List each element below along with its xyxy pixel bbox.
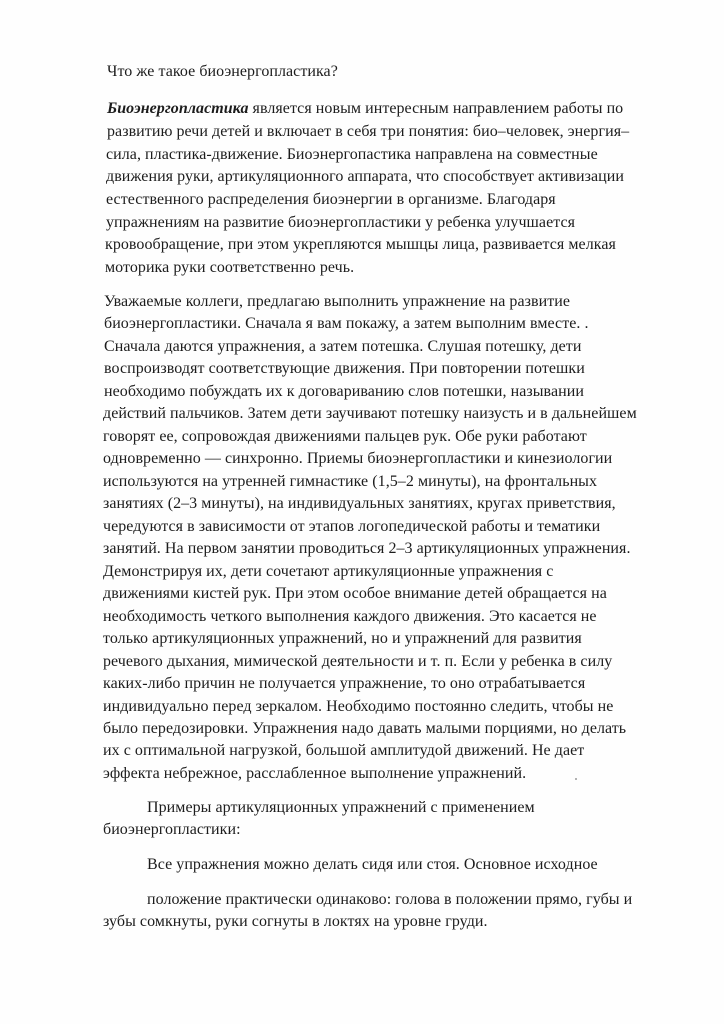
paragraph-2-line-14: движениями кистей рук. При этом особое внимание детей обращается на xyxy=(103,585,607,602)
document-title: Что же такое биоэнергопластика? xyxy=(107,63,338,80)
paragraph-2-line-6: действий пальчиков. Затем дети заучивают потешку наизусть и в дальнейшем xyxy=(103,405,637,422)
paragraph-5-line-2: зубы сомкнуты, руки согнуты в локтях на уровне груди. xyxy=(103,913,488,930)
paragraph-3-line-1: Примеры артикуляционных упражнений с применением xyxy=(147,799,535,816)
scan-speck xyxy=(575,778,577,780)
paragraph-5-line-1: положение практически одинаково: голова в положении прямо, губы и xyxy=(147,891,633,908)
paragraph-2-line-9: используются на утренней гимнастике (1,5–2 минуты), на фронтальных xyxy=(103,473,598,490)
paragraph-2-line-7: говорят ее, сопровождая движениями пальцев рук. Обе руки работают xyxy=(103,428,587,445)
paragraph-2-line-12: занятий. На первом занятии проводиться 2–3 артикуляционных упражнения. xyxy=(103,540,631,557)
paragraph-1-line-3: сила, пластика-движение. Биоэнергопастика направлена на совместные xyxy=(106,146,598,163)
paragraph-2-line-18: каких-либо причин не получается упражнение, то оно отрабатывается xyxy=(103,675,586,692)
paragraph-1-line-1 xyxy=(107,99,623,119)
paragraph-2-line-20: было передозировки. Упражнения надо давать малыми порциями, но делать xyxy=(103,720,627,737)
paragraph-1-line-7: кровообращение, при этом укрепляются мышцы лица, развивается мелкая xyxy=(105,236,616,253)
paragraph-2-line-8: одновременно — синхронно. Приемы биоэнергопластики и кинезиологии xyxy=(103,450,613,467)
paragraph-2-line-5: необходимо побуждать их к договариванию слов потешки, назывании xyxy=(104,383,584,400)
paragraph-2-line-11: чередуются в зависимости от этапов логопедической работы и тематики xyxy=(103,518,601,535)
paragraph-1-line-1-text: является новым интересным направлением работы по xyxy=(248,100,624,117)
paragraph-1-line-6: упражнениям на развитие биоэнергопластики у ребенка улучшается xyxy=(106,214,576,231)
paragraph-2-line-15: необходимость четкого выполнения каждого движения. Это касается не xyxy=(103,608,597,625)
paragraph-1-line-2: развитию речи детей и включает в себя три понятия: био–человек, энергия– xyxy=(107,123,630,140)
paragraph-3-line-2: биоэнергопластики: xyxy=(103,821,241,838)
paragraph-1-line-8: моторика руки соответственно речь. xyxy=(105,259,355,276)
paragraph-2-line-19: индивидуально перед зеркалом. Необходимо постоянно следить, чтобы не xyxy=(103,698,614,715)
paragraph-1-line-4: движения руки, артикуляционного аппарата, что способствует активизации xyxy=(106,168,625,185)
paragraph-2-line-1: Уважаемые коллеги, предлагаю выполнить упражнение на развитие xyxy=(104,293,571,310)
paragraph-2-line-17: речевого дыхания, мимической деятельности и т. п. Если у ребенка в силу xyxy=(103,653,613,670)
paragraph-1-line-5: естественного распределения биоэнергии в организме. Благодаря xyxy=(106,191,556,208)
paragraph-4-line-1: Все упражнения можно делать сидя или стоя. Основное исходное xyxy=(147,856,598,873)
bold-term: Биоэнергопластика xyxy=(107,100,249,117)
paragraph-2-line-3: Сначала даются упражнения, а затем потешка. Слушая потешку, дети xyxy=(104,338,582,355)
paragraph-2-line-13: Демонстрируя их, дети сочетают артикуляционные упражнения с xyxy=(103,563,554,580)
paragraph-2-line-16: только артикуляционных упражнений, но и упражнений для развития xyxy=(103,630,582,647)
paragraph-2-line-22: эффекта небрежное, расслабленное выполнение упражнений. xyxy=(103,765,527,782)
paragraph-2-line-21: их с оптимальной нагрузкой, большой амплитудой движений. Не дает xyxy=(103,742,585,759)
paragraph-2-line-10: занятиях (2–3 минуты), на индивидуальных занятиях, кругах приветствия, xyxy=(103,495,616,512)
paragraph-2-line-4: воспроизводят соответствующие движения. При повторении потешки xyxy=(104,360,585,377)
paragraph-2-line-2: биоэнергопластики. Сначала я вам покажу, а затем выполним вместе. . xyxy=(104,315,589,332)
